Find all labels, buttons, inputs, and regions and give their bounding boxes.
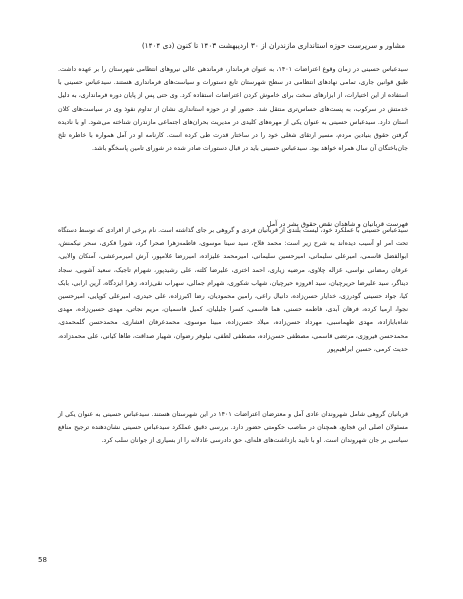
- body-paragraph-1: سیدعباس حسینی در زمان وقوع اعتراضات ۱۴۰۱، به عنوان فرماندار، فرماندهی عالی نیروهای انتظامی شهرستان را بر عهده داشت. طبق قوانین جاری، تمامی نهادهای انتظامی در سطح شهرستان تابع دستورات و سیاست‌های فرمانداری هستند. سیدعباس حسینی با استفاده از این اختیارات، از ابزارهای سخت برای خاموش کردن اعتراضات استفاده کرد. وی حتی پس از پایان دوره فرمانداری، به دلیل خدمتش در سرکوب، به پست‌های حساس‌تری منتقل شد. حضور او در حوزه استانداری نشان از تداوم نفوذ وی در سیاست‌های کلان استان دارد. سیدعباس حسینی به عنوان یکی از مهره‌های کلیدی در مدیریت بحران‌های اجتماعی مازندران شناخته می‌شود. او با نادیده گرفتن حقوق بنیادین مردم، مسیر ارتقای شغلی خود را در ساختار قدرت طی کرده است. کارنامه او در آمل همواره با خاطره تلخ جان‌باختگان آن سال همراه خواهد بود. سیدعباس حسینی باید در قبال دستورات صادر شده در شورای تامین پاسخگو باشد.: [58, 66, 408, 153]
- document-title: مشاور و سرپرست حوزه استانداری مازندران از ۳۰ اردیبهشت ۱۴۰۳ تا کنون (دی ۱۴۰۴): [141, 41, 405, 50]
- body-paragraph-2: سیدعباس حسینی با عملکرد خود، لیست بلندی از قربانیان فردی و گروهی بر جای گذاشته است. نام برخی از افرادی که توسط دستگاه تحت امر او آسیب دیده‌اند به شرح زیر است: محمد فلاح، سید سینا موسوی، فاطمه‌زهرا صحرا گرد، شورا فکری، سحر نیکمنش، ابوالفضل قاسمی، امیرعلی سلیمانی، امیرحسین سلیمانی، امیرمحمد علیزاده، امیررضا غلامپور، آرش امیرمرعشی، آمنکان والایی، عرفان رمضانی نواسی، غزاله چلاوی، مرضیه زیاری، احمد اختری، علیرضا کلته، علی رشیدپور، شهرام تاجیک، سعید آشوبی، سجاد دیناگر، سید علیرضا حریرچیان، سید افروزه حیرچیان، شهاب شکوری، شهرام جمالی، سهراب نقی‌زاده، زهرا ایزدگاه، آرین ارابی، بابک کیا، جواد حسینی گودرزی، خدایار حسن‌زاده، دانیال راعی، رامین محمودیان، رضا اکبرزاده، علی حیدری، امیرعلی کوپایی، امیرحسین نجوا، ارمیا کرده، فرهان آبدی، فاطمه حسنی، هما قاسمی، کسرا جلیلیان، کمیل قاسمیان، مریم نجاتی، مهدی حسین‌زاده، مهدی شاه‌بابازاده، مهدی طهماسبی، مهرداد حسن‌زاده، میلاد حسن‌زاده، مبینا موسوی، محمدعرفان افشاری، محمدحسن گلمحمدی، محمدحسن فیروزی، مرتضی قاسمی، مصطفی حسن‌زاده، مصطفی لطفی، نیلوفر رضوان، شهیار صداقت، طاها کیانی، علی محمدزاده، حدیث کرمی، حسین ابراهیم‌پور: [58, 227, 408, 353]
- page-number: 58: [38, 556, 47, 564]
- body-paragraph-3: قربانیان گروهی شامل شهروندان عادی آمل و معترضان اعتراضات ۱۴۰۱ در این شهرستان هستند. سیدعباس حسینی به عنوان یکی از مسئولان اصلی این فجایع، همچنان در مناصب حکومتی حضور دارد. بررسی دقیق عملکرد سیدعباس حسینی نشان‌دهنده ترجیح منافع سیاسی بر جان شهروندان است. او با تایید بازداشت‌های فله‌ای، حق دادرسی عادلانه را از بسیاری از جوانان سلب کرد.: [58, 411, 409, 445]
- section-heading: فهرست قربانیان و شاهدان نقض حقوق بشر در آمل: [266, 220, 408, 228]
